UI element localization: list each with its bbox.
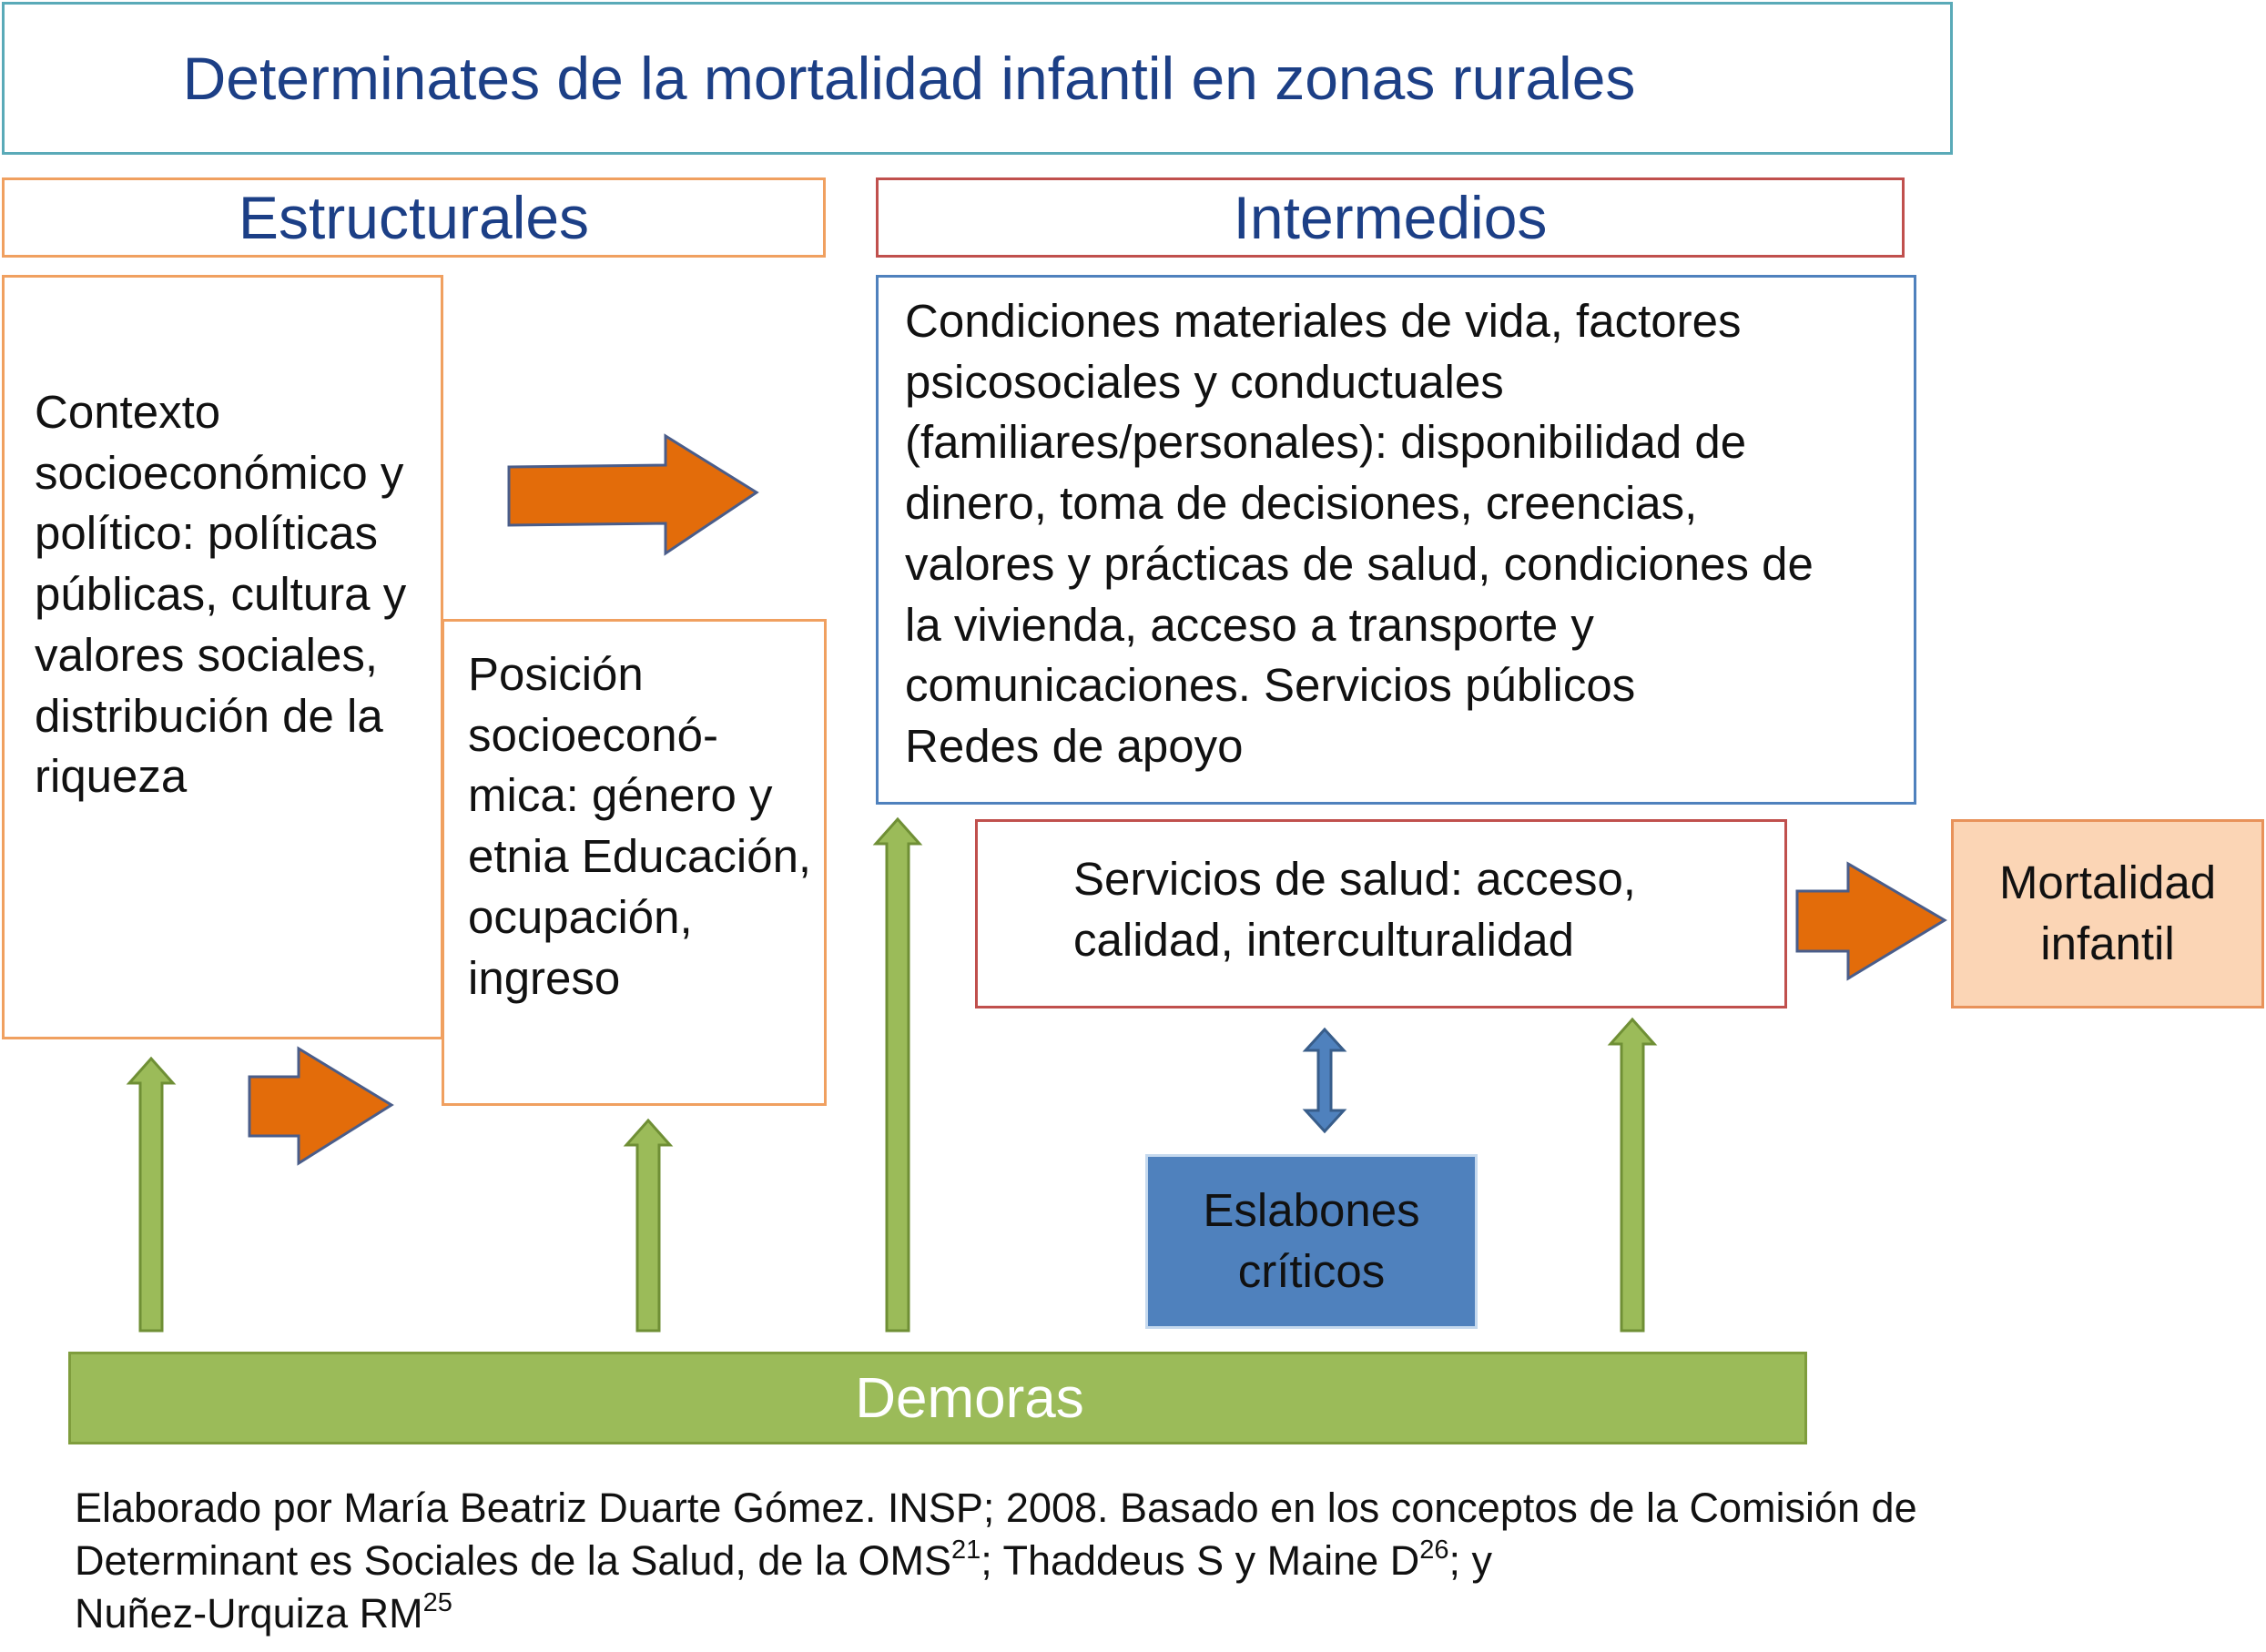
mortalidad-infantil-text: Mortalidad infantil xyxy=(1998,856,2217,969)
servicios-salud-text: Servicios de salud: acceso, calidad, interculturalidad xyxy=(1073,853,1636,966)
caption-line-3-a: Nuñez-Urquiza RM xyxy=(75,1590,423,1637)
condiciones-text: Condiciones materiales de vida, factores psicosociales y conductuales (familiares/personales): disponibilidad de dinero, toma de decisiones, creencias, valores y prácticas de salud, condiciones de la vivienda, acceso a transporte y comunicaciones. Servicios públicos Redes de apoyo xyxy=(905,295,1814,772)
arrow-right-icon xyxy=(1793,860,1953,983)
demoras-label: Demoras xyxy=(855,1366,1084,1430)
contexto-box xyxy=(2,275,443,1039)
caption-line-2 xyxy=(75,1535,2241,1587)
caption-line-2-a: Determinant es Sociales de la Salud, de la OMS xyxy=(75,1537,951,1584)
double-arrow-icon xyxy=(1302,1027,1347,1134)
caption-line-2-c: ; y xyxy=(1448,1537,1492,1584)
header-intermedios-label: Intermedios xyxy=(1233,184,1548,251)
caption-ref-maine: 26 xyxy=(1419,1535,1449,1565)
caption-line-3 xyxy=(75,1587,2241,1640)
diagram-title: Determinates de la mortalidad infantil en zonas rurales xyxy=(182,45,1636,112)
posicion-box xyxy=(442,619,827,1106)
mortalidad-infantil-box xyxy=(1951,819,2264,1008)
arrow-up-icon xyxy=(623,1118,674,1333)
servicios-salud-box xyxy=(975,819,1787,1008)
figure-caption xyxy=(75,1482,2241,1640)
eslabones-criticos-text: Eslabones críticos xyxy=(1203,1184,1420,1297)
contexto-text: Contexto socioeconómico y político: políticas públicas, cultura y valores sociales, distribución de la riqueza xyxy=(35,386,407,803)
caption-line-1: Elaborado por María Beatriz Duarte Gómez. INSP; 2008. Basado en los conceptos de la Comisión de xyxy=(75,1485,1917,1531)
caption-ref-nunez: 25 xyxy=(422,1588,452,1617)
arrow-up-icon xyxy=(1607,1017,1658,1333)
caption-ref-oms: 21 xyxy=(951,1535,981,1565)
arrow-right-icon xyxy=(505,432,769,560)
header-estructurales-label: Estructurales xyxy=(238,184,590,251)
header-intermedios xyxy=(876,177,1905,258)
demoras-bar xyxy=(68,1352,1807,1444)
posicion-text: Posición socioeconó-mica: género y etnia Educación, ocupación, ingreso xyxy=(468,648,812,1004)
eslabones-criticos-box xyxy=(1145,1154,1478,1329)
arrow-right-icon xyxy=(246,1045,401,1168)
caption-line-2-b: ; Thaddeus S y Maine D xyxy=(981,1537,1420,1584)
arrow-up-icon xyxy=(126,1056,177,1333)
header-estructurales xyxy=(2,177,826,258)
diagram-title-box xyxy=(2,2,1953,155)
arrow-up-icon xyxy=(872,816,923,1333)
condiciones-box xyxy=(876,275,1916,805)
